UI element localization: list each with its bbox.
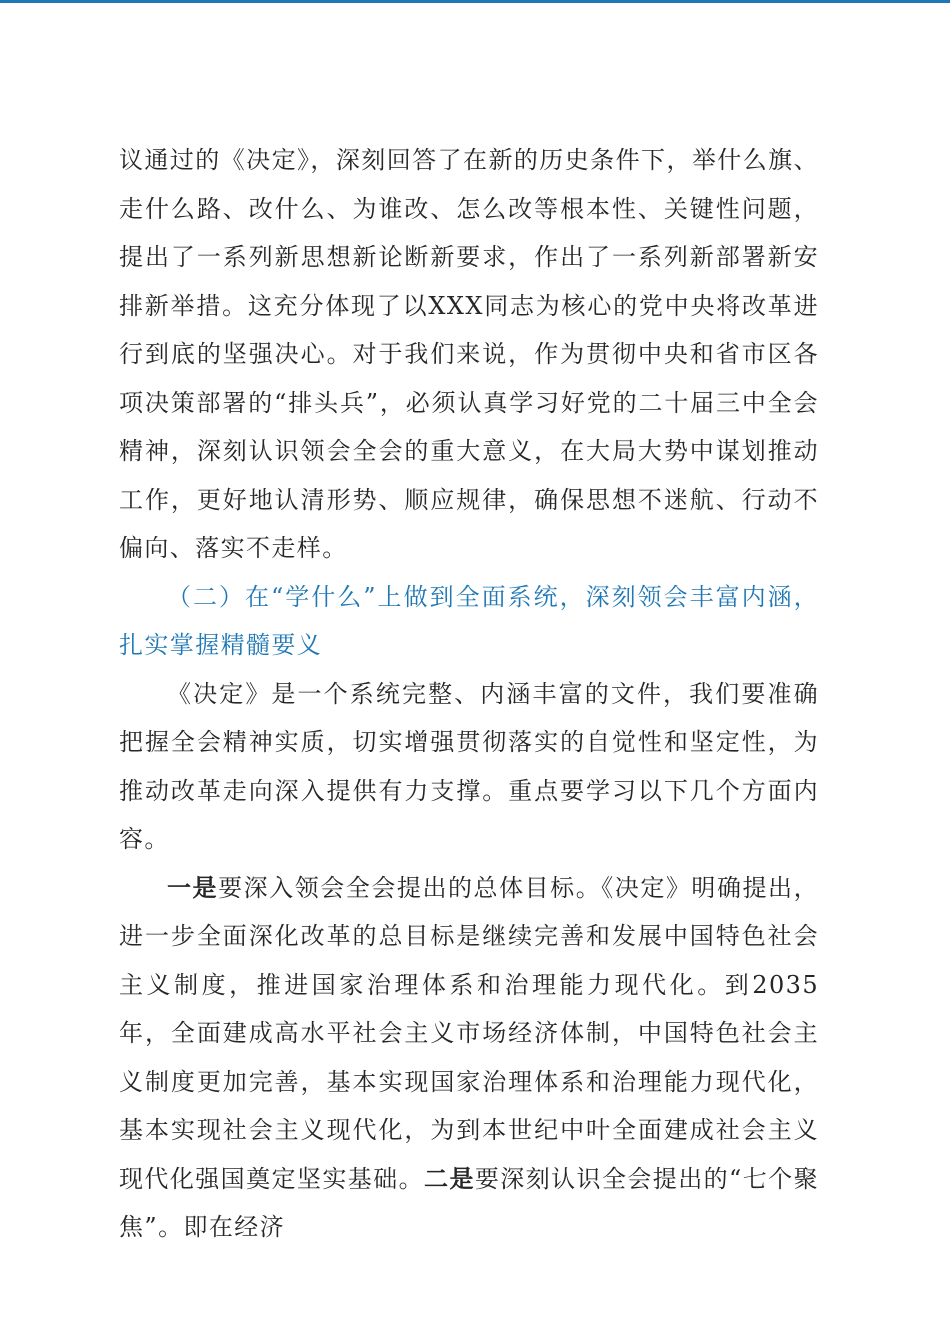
paragraph-key-points xyxy=(119,864,819,1252)
paragraph-decision-overview: 《决定》是一个系统完整、内涵丰富的文件，我们要准确把握全会精神实质，切实增强贯彻落实的自觉性和坚定性，为推动改革走向深入提供有力支撑。重点要学习以下几个方面内容。 xyxy=(119,679,819,853)
top-border-line xyxy=(0,0,950,3)
document-body xyxy=(119,136,819,1252)
paragraph-text-second: 要深刻认识全会提出的“七个聚焦”。即在经济 xyxy=(119,1164,819,1241)
lead-term-second: 二是 xyxy=(424,1163,475,1193)
lead-term-first: 一是 xyxy=(167,872,219,902)
section-heading: （二）在“学什么”上做到全面系统，深刻领会丰富内涵，扎实掌握精髓要义 xyxy=(119,582,819,659)
paragraph-continuation: 议通过的《决定》，深刻回答了在新的历史条件下，举什么旗、走什么路、改什么、为谁改、怎么改等根本性、关键性问题，提出了一系列新思想新论断新要求，作出了一系列新部署新安排新举措。这充分体现了以XXX同志为核心的党中央将改革进行到底的坚强决心。对于我们来说，作为贯彻中央和省市区各项决策部署的“排头兵”，必须认真学习好党的二十届三中全会精神，深刻认识领会全会的重大意义，在大局大势中谋划推动工作，更好地认清形势、顺应规律，确保思想不迷航、行动不偏向、落实不走样。 xyxy=(119,146,819,562)
paragraph-text-first: 要深入领会全会提出的总体目标。《决定》明确提出，进一步全面深化改革的总目标是继续完善和发展中国特色社会主义制度，推进国家治理体系和治理能力现代化。到2035年，全面建成高水平社会主义市场经济体制，中国特色社会主义制度更加完善，基本实现国家治理体系和治理能力现代化，基本实现社会主义现代化，为到本世纪中叶全面建成社会主义现代化强国奠定坚实基础。 xyxy=(119,873,819,1193)
